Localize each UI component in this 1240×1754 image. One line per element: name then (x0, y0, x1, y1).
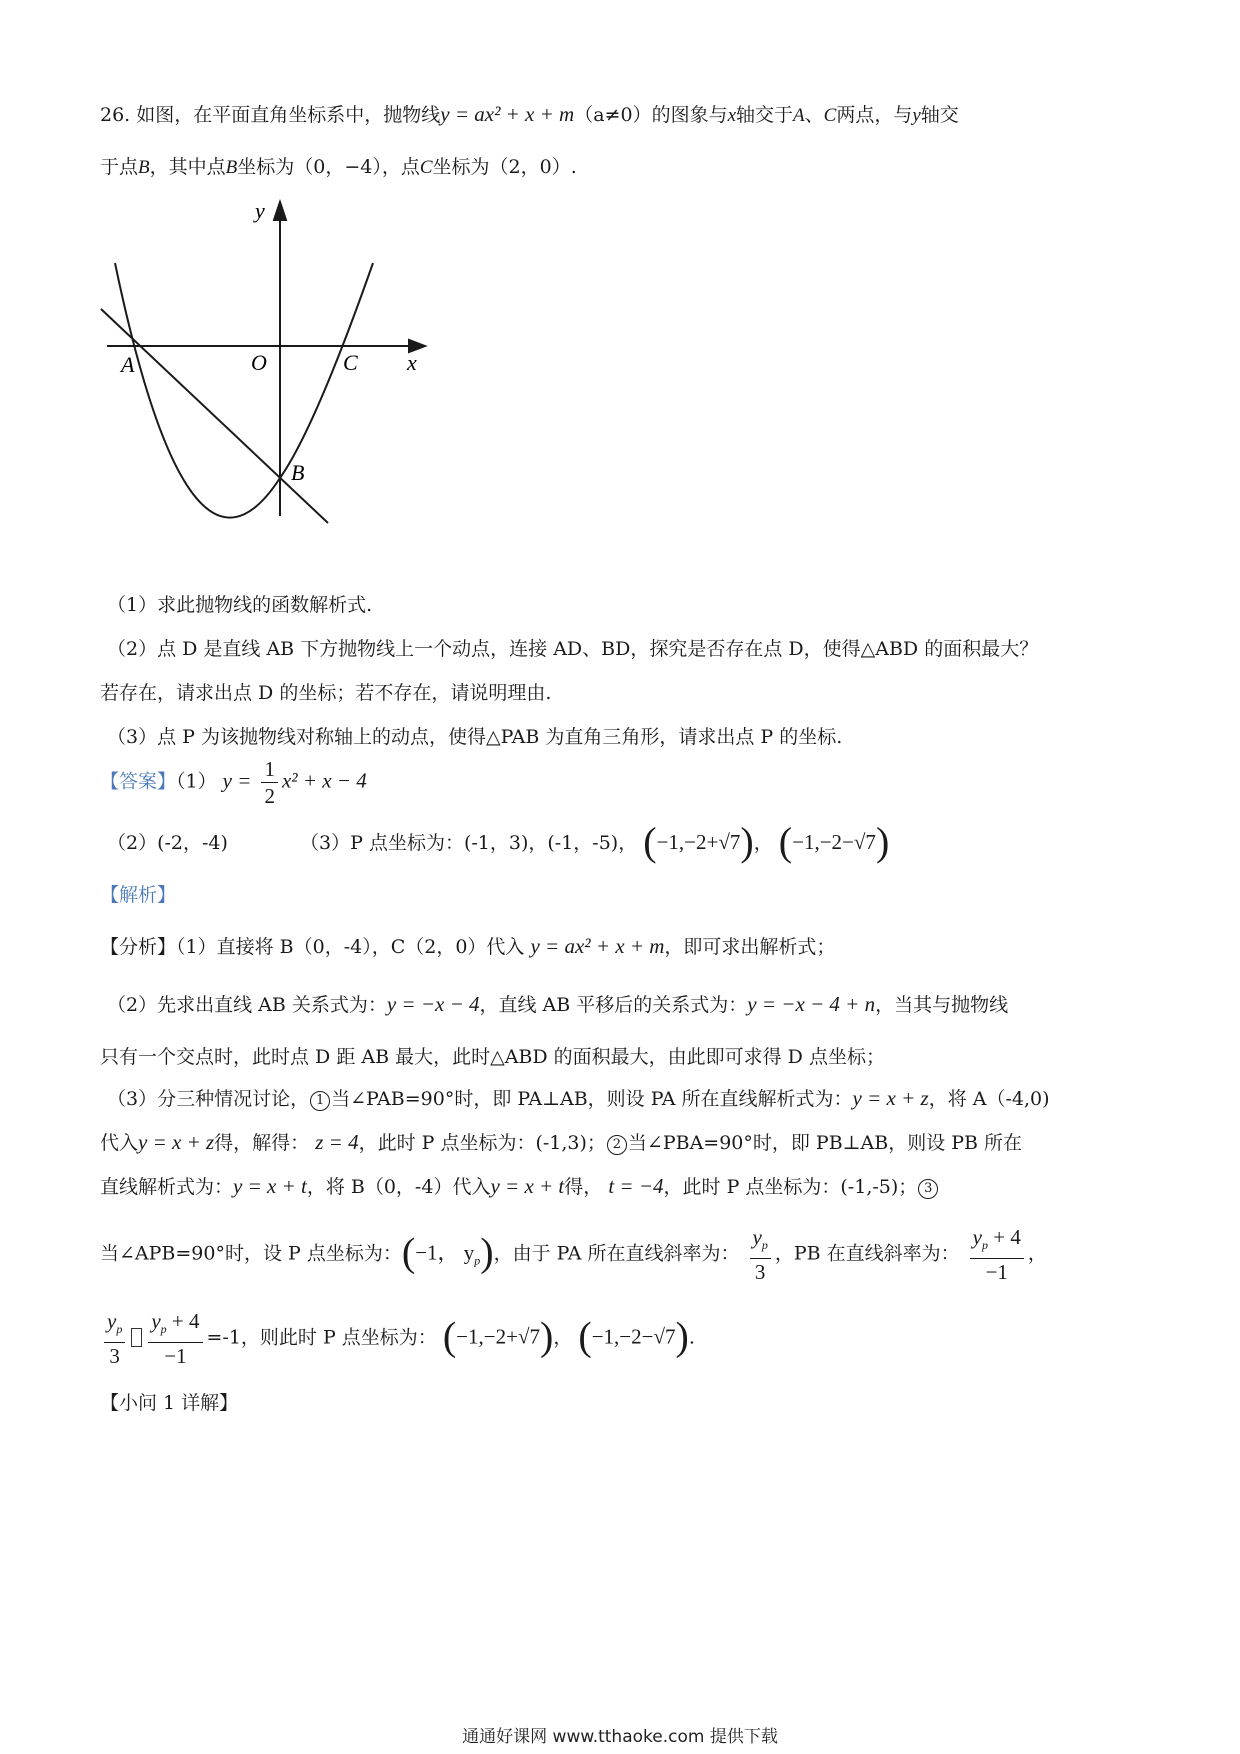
answer-line-2: （2）(-2，-4) （3）P 点坐标为：(-1，3)，(-1，-5)， (−1,−2+√7)， (−1,−2−√7) (107, 819, 890, 864)
slope-pa-fraction: $\frac{y_p}{3}$ (750, 1224, 771, 1285)
label-point-b: B (291, 460, 305, 485)
answer-point-1: −1,−2+√7 (656, 830, 741, 854)
slope-pb-fraction: $\frac{y_p + 4}{-1}$ (970, 1224, 1024, 1285)
analysis-fx-tag: 【分析】 (100, 936, 177, 958)
answer-point-2: −1,−2−√7 (792, 830, 876, 854)
label-origin: O (251, 350, 267, 375)
label-y: y (255, 198, 265, 223)
analysis-part-3-line-4: 当∠APB=90°时，设 P 点坐标为：(−1， $y_p$)，由于 PA 所在直线斜率为： $\frac{y_p}{3}$ ，PB 在直线斜率为： $\frac{y_p + 4}{-1}$ ， (100, 1225, 1047, 1285)
analysis-part-3-line-3: 直线解析式为：y = x + t，将 B（0，-4）代入y = x + t得， t = −4，此时 P 点坐标为：(-1,-5)； 3 (100, 1172, 939, 1199)
result-point-2: −1,−2−√7 (591, 1324, 676, 1349)
answer-part-3: P 点坐标为：(-1，3)，(-1，-5)， (350, 832, 638, 854)
answer-line-1: 【答案】（1） y = $\frac{1}{2}$ x² + x − 4 (100, 757, 367, 808)
page-footer: 通通好课网 www.tthaoke.com 提供下载 (462, 1727, 778, 1747)
analysis-tag: 【解析】 (100, 884, 177, 906)
y-axis-arrow (274, 202, 286, 220)
question-1: （1）求此抛物线的函数解析式. (107, 594, 373, 616)
answer-tag: 【答案】 (100, 770, 177, 793)
stem-equation: y = ax² + x + m (440, 102, 575, 126)
question-2-line-2: 若存在，请求出点 D 的坐标；若不存在，请说明理由. (100, 682, 552, 704)
detail-tag: 【小问 1 详解】 (100, 1392, 239, 1414)
parabola-curve (115, 263, 373, 518)
analysis-part-3-line-2: 代入y = x + z得，解得： z = 4，此时 P 点坐标为：(-1,3)； 2 当∠PBA=90°时，即 PB⊥AB，则设 PB 所在 (100, 1130, 1023, 1154)
problem-line-2: 于点B，其中点B坐标为（0，−4），点C坐标为（2，0）. (100, 156, 577, 178)
case-3-marker: 3 (918, 1179, 938, 1199)
slope-pb-fraction-2: $\frac{y_p + 4}{-1}$ (148, 1308, 202, 1369)
p-point-expr: −1， y (415, 1240, 475, 1265)
question-3: （3）点 P 为该抛物线对称轴上的动点，使得△PAB 为直角三角形，请求出点 P 的坐标. (107, 726, 843, 748)
result-point-1: −1,−2+√7 (456, 1324, 540, 1349)
label-x: x (407, 350, 417, 375)
line-ab (101, 309, 328, 523)
label-point-a: A (121, 352, 135, 377)
problem-number: 26. (100, 104, 131, 126)
answer-fraction: $\frac{1}{2}$ (261, 756, 278, 809)
question-2-line-1: （2）点 D 是直线 AB 下方抛物线上一个动点，连接 AD、BD，探究是否存在点 D，使得△ABD 的面积最大？ (107, 638, 1039, 660)
analysis-part-1: 【分析】（1）直接将 B（0，-4），C（2，0）代入 y = ax² + x + m，即可求出解析式； (100, 934, 836, 958)
slope-pa-fraction-2: $\frac{y_p}{3}$ (104, 1308, 125, 1369)
analysis-part-3-line-1: （3）分三种情况讨论， 1 当∠PAB=90°时，即 PA⊥AB，则设 PA 所在直线解析式为：y = x + z，将 A（-4,0) (107, 1086, 1050, 1110)
answer-part-2: （2）(-2，-4) (107, 832, 228, 854)
case-1-marker: 1 (310, 1091, 330, 1111)
analysis-part-2-line-1: （2）先求出直线 AB 关系式为：y = −x − 4，直线 AB 平移后的关系式为：y = −x − 4 + n，当其与抛物线 (107, 992, 1009, 1016)
parabola-figure (95, 198, 455, 538)
analysis-part-2-line-2: 只有一个交点时，此时点 D 距 AB 最大，此时△ABD 的面积最大，由此即可求得 D 点坐标； (100, 1046, 885, 1068)
problem-line-1: 26. 如图，在平面直角坐标系中，抛物线y = ax² + x + m（a≠0）的图象与x轴交于A、C两点，与y轴交 (100, 102, 959, 126)
analysis-part-3-line-5: $\frac{y_p}{3}$ $\frac{y_p + 4}{-1}$ =-1，则此时 P 点坐标为： (−1,−2+√7)， (−1,−2−√7). (100, 1308, 695, 1369)
case-2-marker: 2 (607, 1135, 627, 1155)
missing-glyph-box (131, 1328, 142, 1347)
label-point-c: C (343, 350, 358, 375)
